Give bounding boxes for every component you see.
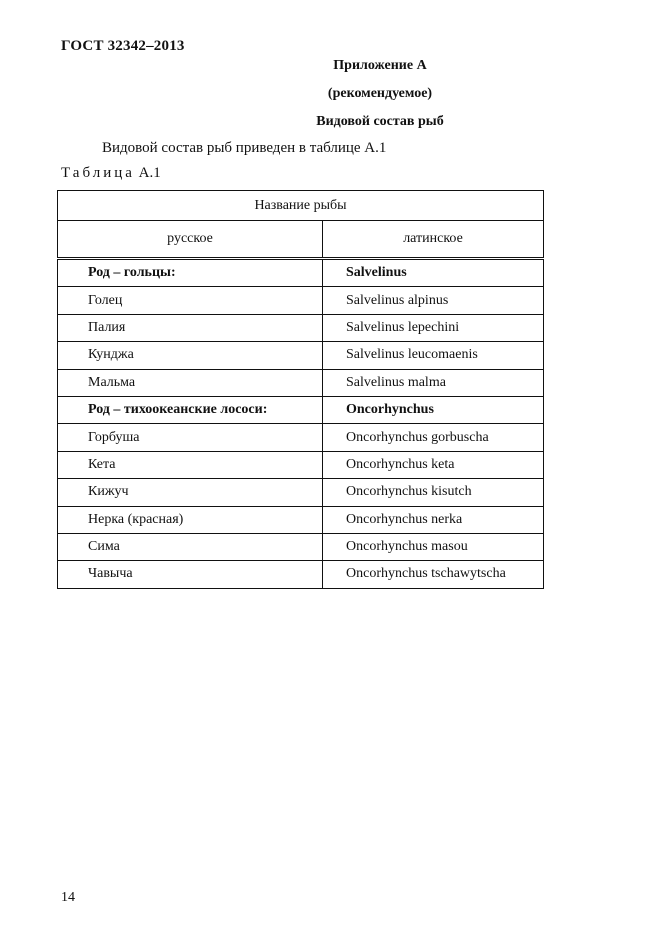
cell-latin-name: Oncorhynchus nerka (323, 506, 544, 533)
table-row (58, 451, 544, 478)
cell-russian-name: Сима (58, 533, 323, 560)
page-number: 14 (61, 890, 75, 905)
group-header: Название рыбы (58, 191, 544, 221)
cell-latin-name: Salvelinus malma (323, 369, 544, 396)
document-code: ГОСТ 32342–2013 (61, 38, 185, 54)
fish-species-table (57, 190, 544, 589)
cell-russian-name: Род – тихоокеанские лососи: (58, 396, 323, 423)
cell-latin-name: Oncorhynchus (323, 396, 544, 423)
cell-latin-name: Oncorhynchus kisutch (323, 479, 544, 506)
cell-latin-name: Salvelinus leucomaenis (323, 342, 544, 369)
table-row (58, 342, 544, 369)
table-caption (61, 165, 161, 182)
cell-latin-name: Salvelinus alpinus (323, 287, 544, 314)
cell-russian-name: Кунджа (58, 342, 323, 369)
table-caption-word: Таблица (61, 165, 135, 181)
table-caption-id: А.1 (138, 165, 161, 181)
table-row-genus (58, 396, 544, 423)
cell-russian-name: Чавыча (58, 561, 323, 588)
table-row (58, 314, 544, 341)
cell-russian-name: Кижуч (58, 479, 323, 506)
appendix-status: (рекомендуемое) (327, 86, 433, 101)
table-row (58, 561, 544, 588)
column-header-russian: русское (58, 221, 323, 259)
intro-paragraph: Видовой состав рыб приведен в таблице А.1 (102, 140, 387, 156)
cell-russian-name: Мальма (58, 369, 323, 396)
cell-latin-name: Oncorhynchus masou (323, 533, 544, 560)
cell-latin-name: Oncorhynchus tschawytscha (323, 561, 544, 588)
appendix-title: Приложение А (333, 58, 427, 73)
cell-russian-name: Кета (58, 451, 323, 478)
table-body (58, 259, 544, 589)
cell-latin-name: Salvelinus lepechini (323, 314, 544, 341)
table-row (58, 533, 544, 560)
appendix-heading: Видовой состав рыб (316, 114, 444, 129)
table-row (58, 369, 544, 396)
cell-latin-name: Oncorhynchus keta (323, 451, 544, 478)
cell-russian-name: Голец (58, 287, 323, 314)
cell-russian-name: Палия (58, 314, 323, 341)
table-row (58, 506, 544, 533)
cell-latin-name: Oncorhynchus gorbuscha (323, 424, 544, 451)
cell-russian-name: Род – гольцы: (58, 259, 323, 287)
cell-russian-name: Горбуша (58, 424, 323, 451)
cell-latin-name: Salvelinus (323, 259, 544, 287)
cell-russian-name: Нерка (красная) (58, 506, 323, 533)
table-row (58, 287, 544, 314)
table-row-genus (58, 259, 544, 287)
column-header-latin: латинское (323, 221, 544, 259)
table-row (58, 479, 544, 506)
table-row (58, 424, 544, 451)
